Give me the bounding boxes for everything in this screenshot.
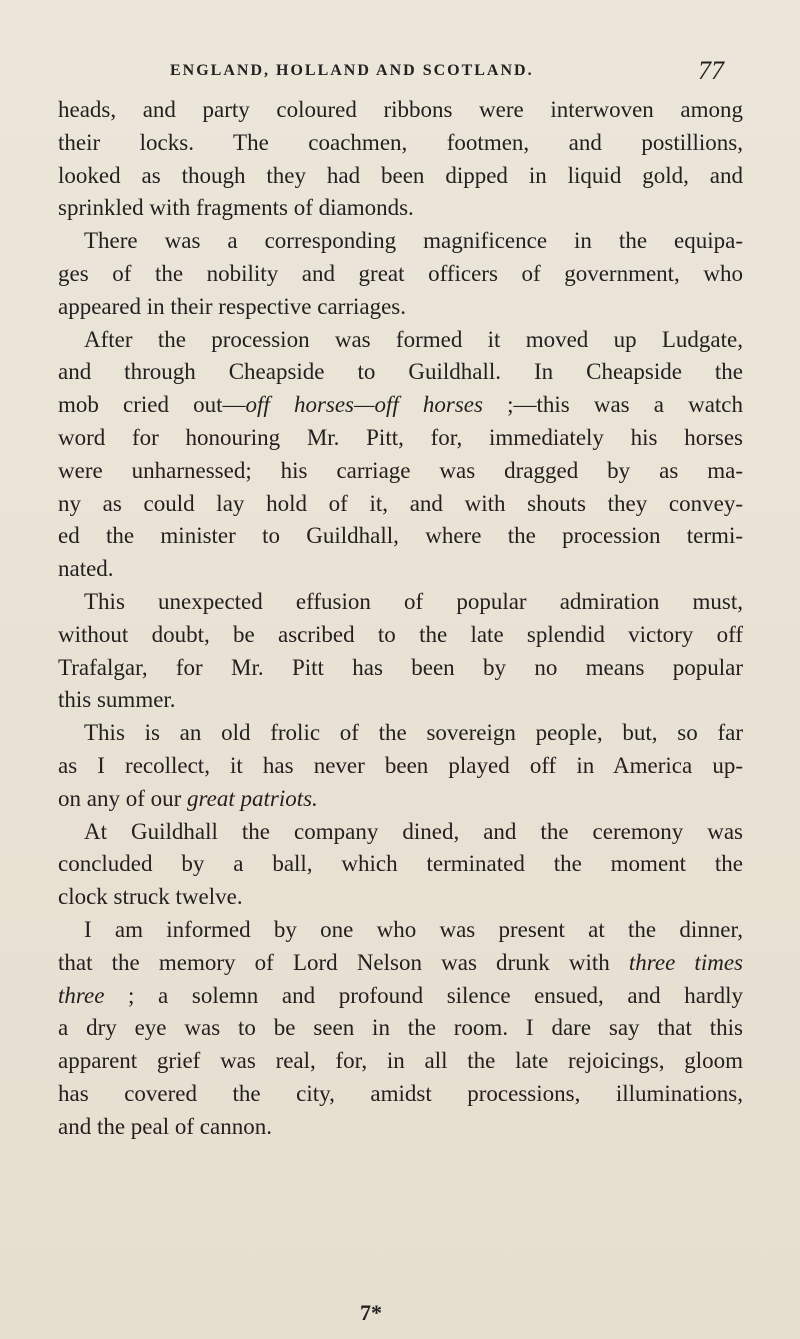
- text-line: sprinkled with fragments of diamonds.: [58, 195, 414, 221]
- text-line: ny as could lay hold of it, and with shouts they convey-: [58, 490, 743, 516]
- text-line: After the procession was formed it moved up Ludgate,: [84, 326, 743, 352]
- text-line: word for honouring Mr. Pitt, for, immediately his horses: [58, 424, 743, 450]
- running-head: ENGLAND, HOLLAND AND SCOTLAND.: [170, 62, 534, 79]
- text-line: Trafalgar, for Mr. Pitt has been by no means popular: [58, 654, 743, 680]
- text-line: heads, and party coloured ribbons were interwoven among: [58, 97, 743, 122]
- text-line: [58, 980, 743, 1013]
- text-line: apparent grief was real, for, in all the late rejoicings, gloom: [58, 1048, 743, 1074]
- text-line: This unexpected effusion of popular admiration must,: [84, 588, 743, 614]
- text-line: clock struck twelve.: [58, 884, 243, 910]
- text-line: There was a corresponding magnificence in the equipa-: [84, 228, 743, 254]
- text-line: without doubt, be ascribed to the late splendid victory off: [58, 621, 743, 647]
- text-run: ;—this was a watch: [482, 392, 743, 418]
- text-line: were unharnessed; his carriage was dragged by as ma-: [58, 457, 743, 483]
- body-text: [58, 94, 743, 1144]
- text-run: on any of our: [58, 785, 188, 811]
- text-run: that the memory of Lord Nelson was drunk with: [58, 949, 629, 975]
- text-line: as I recollect, it has never been played off in America up-: [58, 752, 743, 778]
- text-line: ges of the nobility and great officers of government, who: [58, 260, 743, 286]
- text-line: looked as though they had been dipped in liquid gold, and: [58, 162, 743, 188]
- italic-text: three times: [628, 949, 743, 975]
- text-line: I am informed by one who was present at the dinner,: [84, 916, 743, 942]
- text-line: this summer.: [58, 687, 176, 713]
- text-line: and through Cheapside to Guildhall. In Cheapside the: [58, 359, 743, 385]
- italic-text: three: [58, 982, 105, 1008]
- text-line: [58, 947, 743, 980]
- text-line: has covered the city, amidst processions, illuminations,: [58, 1080, 743, 1106]
- text-line: and the peal of cannon.: [58, 1113, 272, 1139]
- text-run: mob cried out—: [58, 392, 246, 418]
- text-line: their locks. The coachmen, footmen, and postillions,: [58, 129, 743, 155]
- text-line: appeared in their respective carriages.: [58, 293, 406, 319]
- text-run: ; a solemn and profound silence ensued, and hardly: [104, 982, 743, 1008]
- italic-text: off horses—off horses: [245, 392, 483, 418]
- text-line: a dry eye was to be seen in the room. I dare say that this: [58, 1015, 743, 1041]
- text-line: This is an old frolic of the sovereign people, but, so far: [84, 720, 743, 746]
- text-line: nated.: [58, 556, 114, 582]
- text-line: concluded by a ball, which terminated the moment the: [58, 851, 743, 877]
- page-header: [0, 58, 800, 92]
- text-line: ed the minister to Guildhall, where the procession termi-: [58, 523, 743, 549]
- text-line: [58, 783, 743, 816]
- text-line: At Guildhall the company dined, and the ceremony was: [84, 818, 743, 844]
- page-number: 77: [698, 56, 724, 85]
- text-line: [58, 389, 743, 422]
- signature-mark: 7*: [360, 1300, 382, 1325]
- italic-text: great patriots.: [187, 785, 318, 811]
